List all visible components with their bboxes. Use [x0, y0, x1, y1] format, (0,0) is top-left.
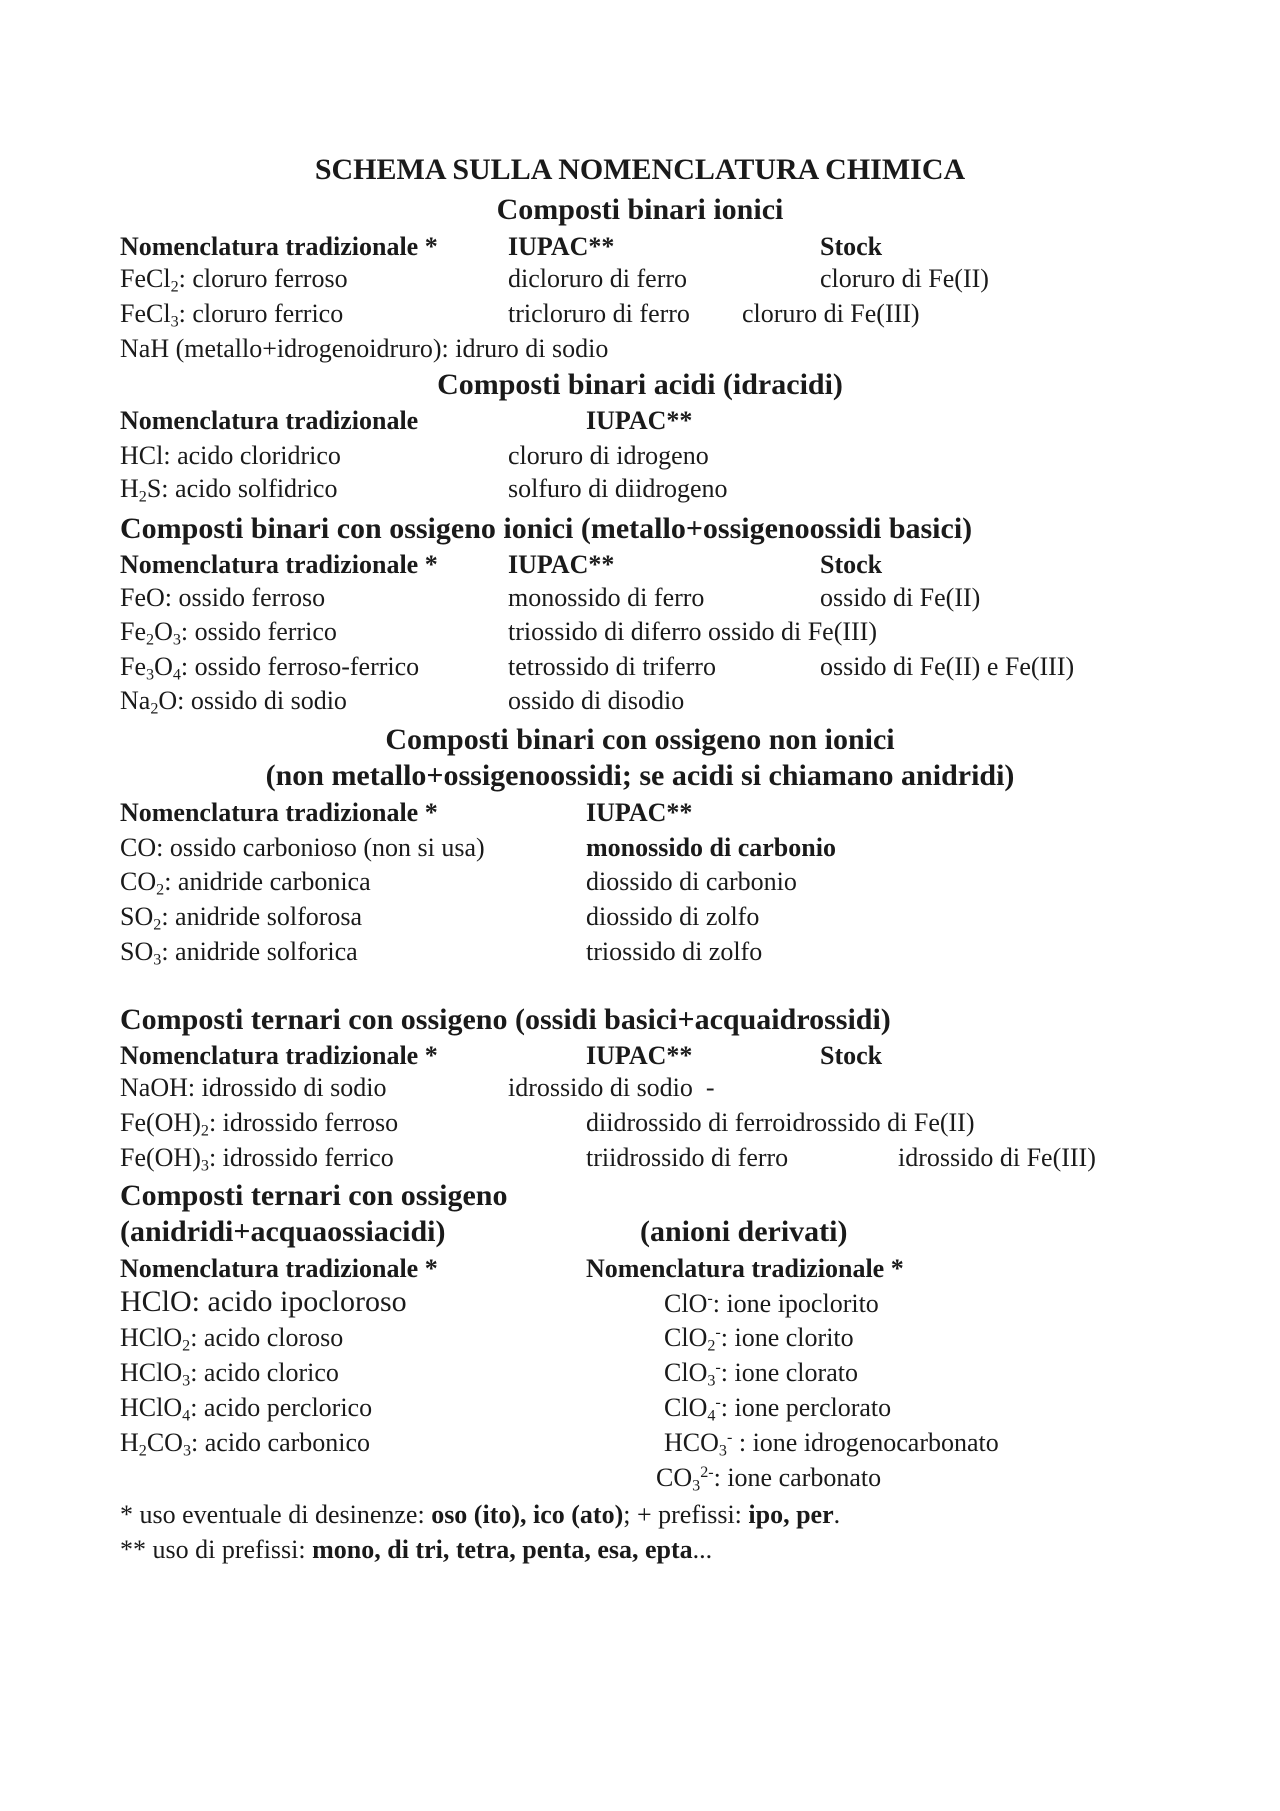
acid-cell: HClO$_2$: acido cloroso	[120, 1323, 344, 1355]
col-header-iupac: IUPAC**	[586, 406, 693, 435]
iupac-cell: tetrossido di triferro	[508, 652, 716, 681]
iupac-cell: cloruro di idrogeno	[508, 441, 709, 470]
ion-cell: $CO_3^{2-}$: ione carbonato	[656, 1463, 882, 1495]
formula-cell: $H_2S$: acido solfidrico	[120, 474, 338, 506]
formula-cell: $SO_2$: anidride solforosa	[120, 902, 363, 934]
iupac-cell: diidrossido di ferroidrossido di Fe(II)	[586, 1108, 975, 1137]
stock-cell: cloruro di Fe(III)	[742, 299, 920, 328]
col-header-stock: Stock	[820, 550, 883, 579]
formula-cell: $Na_2O$: ossido di sodio	[120, 686, 347, 718]
ion-cell: $HCO_3^-$ : ione idrogenocarbonato	[664, 1428, 999, 1460]
section-heading-ossigeno-ionici: Composti binari con ossigeno ionici (metallo+ossigenoossidi basici)	[120, 512, 973, 545]
ion-cell: ClO$_2$-: ione clorito	[664, 1323, 854, 1355]
formula-cell: $Fe(OH)_3$: idrossido ferrico	[120, 1143, 394, 1175]
footnote-prefissi: ** uso di prefissi: mono, di tri, tetra, penta, esa, epta...	[120, 1535, 713, 1564]
iupac-cell: triossido di diferro ossido di Fe(III)	[508, 617, 878, 646]
section-subheading-anioni: (anioni derivati)	[640, 1215, 848, 1248]
footnote-desinenze: * uso eventuale di desinenze: oso (ito), ico (ato); + prefissi: ipo, per.	[120, 1500, 841, 1529]
ion-cell: ClO$_4$-: ione perclorato	[664, 1393, 892, 1425]
col-header-tradizionale: Nomenclatura tradizionale	[120, 406, 419, 435]
formula-cell: FeCl$_2$: cloruro ferroso	[120, 264, 348, 296]
iupac-cell: ossido di disodio	[508, 686, 685, 715]
formula-cell: $Fe_2O_3$: ossido ferrico	[120, 617, 337, 649]
iupac-cell: triossido di zolfo	[586, 937, 763, 966]
col-header-tradizionale: Nomenclatura tradizionale *	[120, 798, 438, 827]
formula-cell: $SO_3$: anidride solforica	[120, 937, 358, 969]
formula-cell: FeO: ossido ferroso	[120, 583, 326, 612]
section-subheading-anidridi: (non metallo+ossigenoossidi; se acidi si chiamano anidridi)	[265, 759, 1015, 792]
acid-cell: HClO$_4$: acido perclorico	[120, 1393, 373, 1425]
acid-cell: HClO$_3$: acido clorico	[120, 1358, 339, 1390]
col-header-tradizionale-anioni: Nomenclatura tradizionale *	[586, 1254, 904, 1283]
iupac-cell: dicloruro di ferro	[508, 264, 688, 293]
formula-cell: FeCl$_3$: cloruro ferrico	[120, 299, 344, 331]
col-header-iupac: IUPAC**	[586, 1041, 693, 1070]
formula-cell: NaOH: idrossido di sodio	[120, 1073, 387, 1102]
ion-cell: ClO$_3$-: ione clorato	[664, 1358, 858, 1390]
stock-cell: idrossido di Fe(III)	[898, 1143, 1096, 1172]
section-heading-ternari-idrossidi: Composti ternari con ossigeno (ossidi basici+acquaidrossidi)	[120, 1003, 891, 1036]
formula-cell: $Fe(OH)_2$: idrossido ferroso	[120, 1108, 399, 1140]
formula-cell: CO: ossido carbonioso (non si usa)	[120, 833, 485, 862]
col-header-tradizionale: Nomenclatura tradizionale *	[120, 1041, 438, 1070]
iupac-cell: triidrossido di ferro	[586, 1143, 789, 1172]
ion-cell: ClO-: ione ipoclorito	[664, 1289, 879, 1318]
page-title: SCHEMA SULLA NOMENCLATURA CHIMICA	[314, 153, 966, 186]
stock-cell: ossido di Fe(II)	[820, 583, 981, 612]
iupac-cell: idrossido di sodio -	[508, 1073, 715, 1102]
section-heading-binari-ionici: Composti binari ionici	[496, 193, 784, 226]
section-heading-binari-acidi: Composti binari acidi (idracidi)	[437, 368, 843, 401]
col-header-iupac: IUPAC**	[586, 798, 693, 827]
formula-cell: HCl: acido cloridrico	[120, 441, 341, 470]
acid-cell: HClO: acido ipocloroso	[120, 1285, 407, 1318]
stock-cell: ossido di Fe(II) e Fe(III)	[820, 652, 1075, 681]
iupac-cell: tricloruro di ferro	[508, 299, 690, 328]
iupac-cell: diossido di zolfo	[586, 902, 760, 931]
iupac-cell: monossido di carbonio	[586, 833, 836, 862]
section-heading-ossiacidi: Composti ternari con ossigeno	[120, 1179, 508, 1212]
iupac-cell: monossido di ferro	[508, 583, 705, 612]
section-subheading-ossiacidi: (anidridi+acquaossiacidi)	[120, 1215, 446, 1248]
stock-cell: cloruro di Fe(II)	[820, 264, 989, 293]
iupac-cell: diossido di carbonio	[586, 867, 797, 896]
formula-cell: NaH (metallo+idrogenoidruro): idruro di sodio	[120, 334, 609, 363]
col-header-stock: Stock	[820, 232, 883, 261]
col-header-tradizionale: Nomenclatura tradizionale *	[120, 1254, 438, 1283]
formula-cell: $Fe_3O_4$: ossido ferroso-ferrico	[120, 652, 420, 684]
col-header-iupac: IUPAC**	[508, 550, 615, 579]
section-heading-ossigeno-non-ionici: Composti binari con ossigeno non ionici	[385, 723, 895, 756]
col-header-iupac: IUPAC**	[508, 232, 615, 261]
col-header-stock: Stock	[820, 1041, 883, 1070]
iupac-cell: solfuro di diidrogeno	[508, 474, 728, 503]
col-header-tradizionale: Nomenclatura tradizionale *	[120, 232, 438, 261]
formula-cell: $CO_2$: anidride carbonica	[120, 867, 371, 899]
col-header-tradizionale: Nomenclatura tradizionale *	[120, 550, 438, 579]
acid-cell: $H_2CO_3$: acido carbonico	[120, 1428, 371, 1460]
